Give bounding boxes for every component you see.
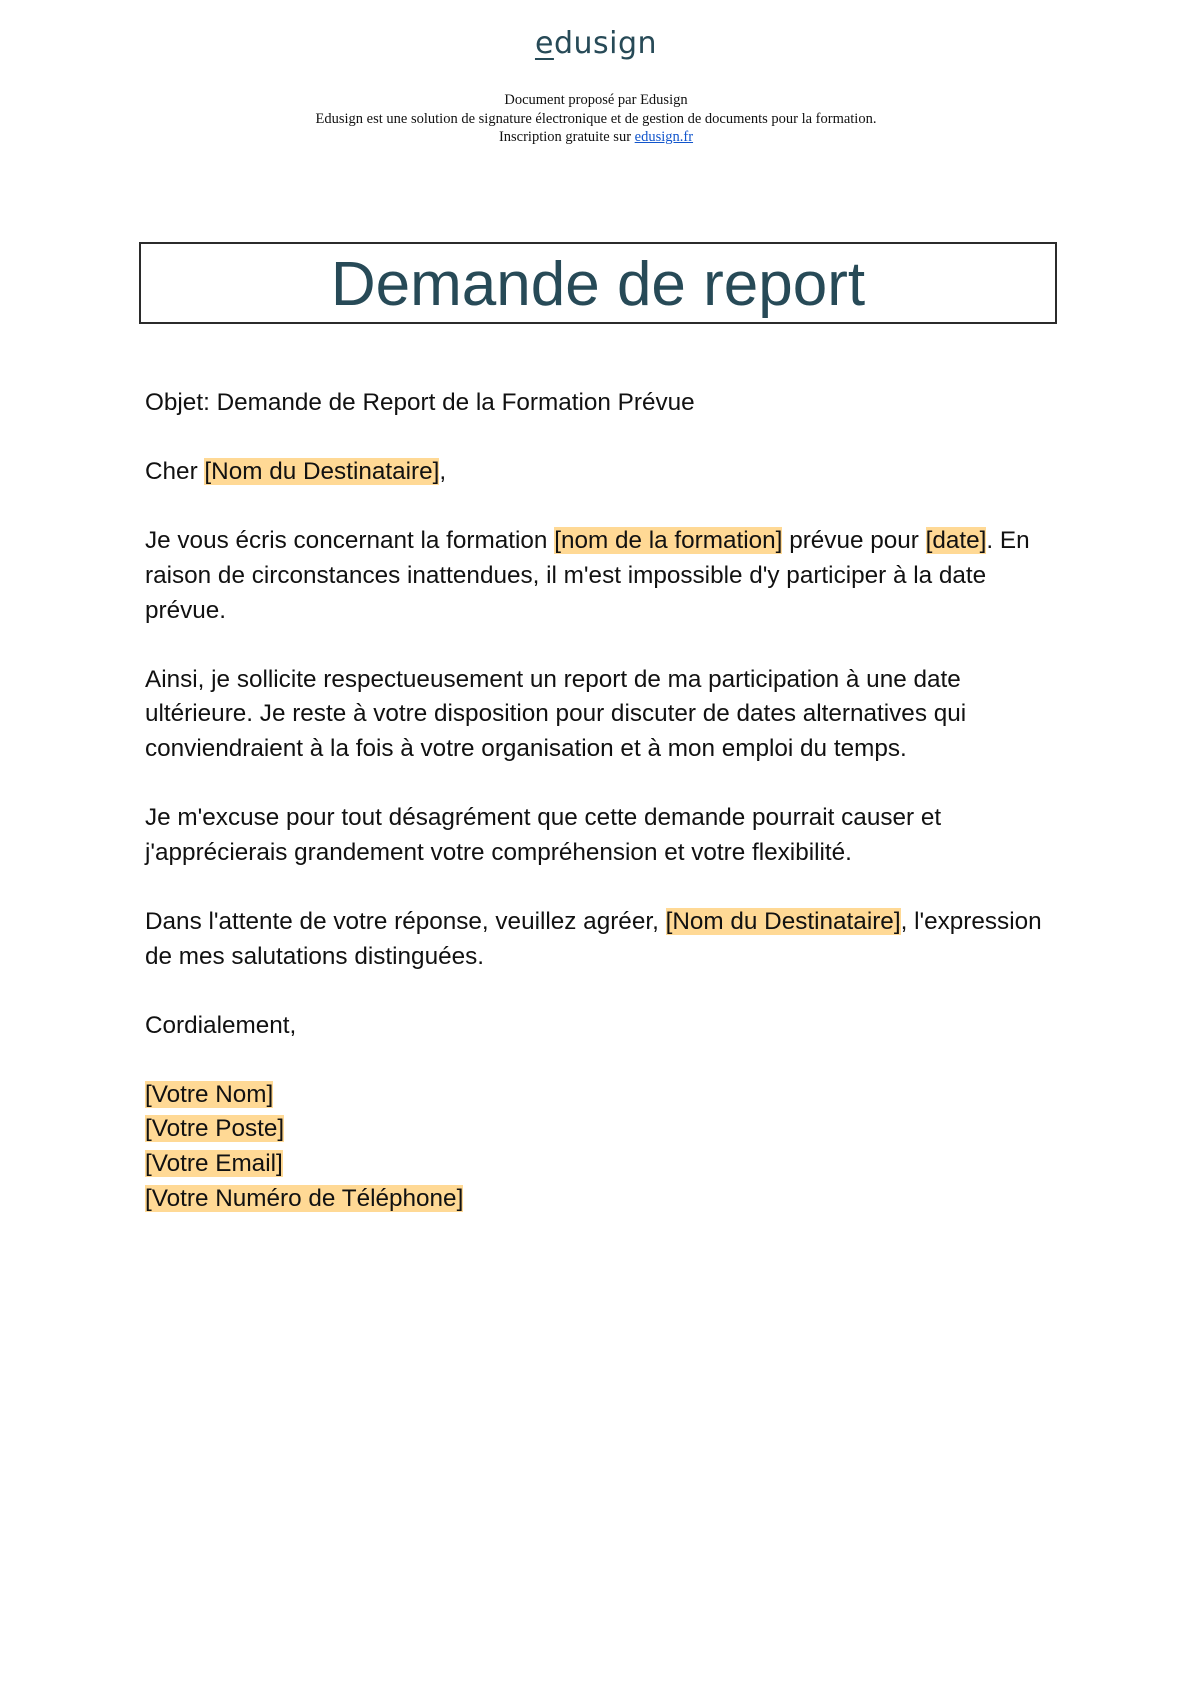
p1-text-b: prévue pour <box>782 527 926 555</box>
p4-text-a: Dans l'attente de votre réponse, veuillez agréer, <box>145 907 666 935</box>
edusign-logo <box>0 26 1192 61</box>
signature-block <box>145 1078 1045 1216</box>
header-info <box>0 91 1192 147</box>
signup-text: Inscription gratuite sur <box>498 129 635 145</box>
signature-name-line <box>145 1078 1045 1113</box>
paragraph-1 <box>145 524 1045 628</box>
signature-position-line <box>145 1112 1045 1147</box>
placeholder-your-phone: [Votre Numéro de Téléphone] <box>145 1184 464 1212</box>
paragraph-4 <box>145 905 1045 974</box>
greeting-text: Cher <box>145 458 205 486</box>
title-box <box>139 242 1057 324</box>
p1-text-c: . En raison de circonstances inattendues, il m'est impossible d'y participer à la date prévue. <box>145 527 1030 624</box>
placeholder-your-name: [Votre Nom] <box>145 1080 274 1108</box>
header-line-1: Document proposé par Edusign <box>504 92 688 108</box>
placeholder-your-position: [Votre Poste] <box>145 1115 285 1143</box>
header-line-2: Edusign est une solution de signature électronique et de gestion de documents pour la formation. <box>315 110 877 127</box>
logo-rest: dusign <box>553 26 658 61</box>
signature-email-line <box>145 1147 1045 1182</box>
placeholder-date: [date] <box>925 527 987 555</box>
subject-line: Objet: Demande de Report de la Formation Prévue <box>145 389 695 416</box>
closing: Cordialement, <box>145 1011 297 1039</box>
placeholder-your-email: [Votre Email] <box>145 1150 283 1178</box>
greeting-comma: , <box>439 458 447 486</box>
document-title: Demande de report <box>330 250 866 319</box>
letter-body <box>145 386 1045 1216</box>
logo-e: e <box>534 26 554 61</box>
placeholder-recipient-name: [Nom du Destinataire] <box>204 458 440 486</box>
signature-phone-line <box>145 1182 1045 1217</box>
placeholder-training-name: [nom de la formation] <box>554 527 783 555</box>
p1-text-a: Je vous écris concernant la formation <box>145 527 555 555</box>
placeholder-recipient-name-2: [Nom du Destinataire] <box>665 907 901 935</box>
p4-text-b: , l'expression de mes salutations distinguées. <box>145 907 1042 970</box>
edusign-link[interactable]: edusign.fr <box>634 129 694 145</box>
greeting <box>145 455 1045 490</box>
header-line-3 <box>0 128 1192 147</box>
paragraph-2: Ainsi, je sollicite respectueusement un report de ma participation à une date ultérieure. Je reste à votre disposition pour discuter de dates alternatives qui conviendraient à la fois à votre organisation et à mon emploi du temps. <box>145 665 967 762</box>
paragraph-3: Je m'excuse pour tout désagrément que cette demande pourrait causer et j'apprécierais grandement votre compréhension et votre flexibilité. <box>145 804 942 866</box>
